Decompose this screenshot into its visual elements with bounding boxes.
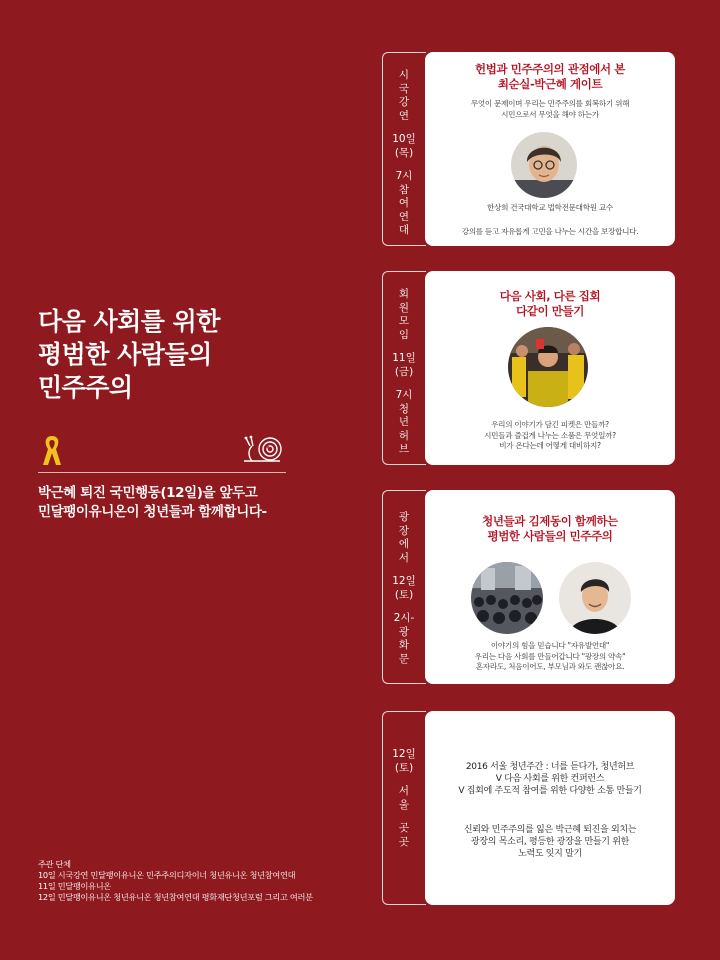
event-title: 헌법과 민주주의의 관점에서 본 최순실-박근혜 게이트 <box>474 62 626 91</box>
speaker-photo <box>511 132 577 198</box>
event-card-plaza <box>382 490 675 684</box>
event-body: 우리의 이야기가 담긴 피켓은 만들까? 시민들과 즐겁게 나누는 소품은 무엇일까? 비가 온다는데 어떻게 대비하지? <box>484 420 616 450</box>
event-side-label <box>382 52 426 246</box>
speaker-caption: 한상희 건국대학교 법학전문대학원 교수 <box>487 203 613 212</box>
main-title <box>38 305 220 404</box>
event-card <box>425 490 675 684</box>
event-card-meeting <box>382 271 675 465</box>
event-side-text: 회 원 모 임 11일 (금) 7시 청 년 허 브 <box>392 288 416 455</box>
rally-photo <box>508 327 588 407</box>
event-side-label <box>382 271 426 465</box>
organizers-line: 12일 민달팽이유니온 청년유니온 청년참여연대 평화재단청년포럼 그리고 여러분 <box>38 892 313 902</box>
event-question: 무엇이 문제이며 우리는 민주주의를 회복하기 위해 시민으로서 무엇을 해야 하는가 <box>470 99 630 119</box>
yellow-ribbon-icon <box>40 433 64 467</box>
crowd-photo <box>471 562 543 634</box>
subtitle-line: 민달팽이유니온이 청년들과 함께합니다- <box>38 504 267 520</box>
event-body: 2016 서울 청년주간 : 너를 듣다가, 청년허브 V 다음 사회를 위한 컨퍼런스 V 집회에 주도적 참여를 위한 다양한 소통 만들기 <box>458 762 642 796</box>
organizers-line: 10일 시국강연 민달팽이유니온 민주주의디자이너 청년유니온 청년참여연대 <box>38 870 296 880</box>
title-line: 다음 사회를 위한 <box>38 307 220 336</box>
organizers-line: 11일 민달팽이유니온 <box>38 881 111 891</box>
subtitle-line: 박근혜 퇴진 국민행동(12일)을 앞두고 <box>38 485 258 501</box>
event-card-seoul <box>382 711 675 905</box>
event-card <box>425 271 675 465</box>
event-side-label <box>382 490 426 684</box>
event-title: 청년들과 김제동이 함께하는 평범한 사람들의 민주주의 <box>482 514 618 543</box>
event-card <box>425 711 675 905</box>
guest-photo <box>559 562 631 634</box>
event-body: 이야기의 힘을 믿습니다 "자유발언대" 우리는 다음 사회를 만들어갑니다 "광장의 약속" 혼자라도, 처음이어도, 부모님과 와도 괜찮아요. <box>474 641 626 671</box>
event-title: 다음 사회, 다른 집회 다같이 만들기 <box>499 289 601 318</box>
event-side-text: 광 장 에 서 12일 (토) 2시- 광 화 문 <box>392 511 416 665</box>
organizers-label: 주관 단체 <box>38 859 71 869</box>
subtitle <box>38 484 267 522</box>
event-body: 신뢰와 민주주의를 잃은 박근혜 퇴진을 외치는 광장의 목소리, 평등한 광장을 만들기 위한 노력도 잊지 말기 <box>463 825 637 859</box>
event-side-text: 시 국 강 연 10일 (목) 7시 참 여 연 대 <box>392 69 416 236</box>
event-side-text: 12일 (토) 서 울 곳 곳 <box>392 748 416 848</box>
event-note: 강의를 듣고 자유롭게 고민을 나누는 시간을 보장합니다. <box>461 227 639 236</box>
snail-logo-icon <box>240 432 286 466</box>
event-card-lecture <box>382 52 675 246</box>
title-line: 평범한 사람들의 <box>38 340 212 369</box>
event-side-label <box>382 711 426 905</box>
divider <box>38 472 286 473</box>
title-line: 민주주의 <box>38 373 133 402</box>
organizers <box>38 859 313 903</box>
event-card <box>425 52 675 246</box>
